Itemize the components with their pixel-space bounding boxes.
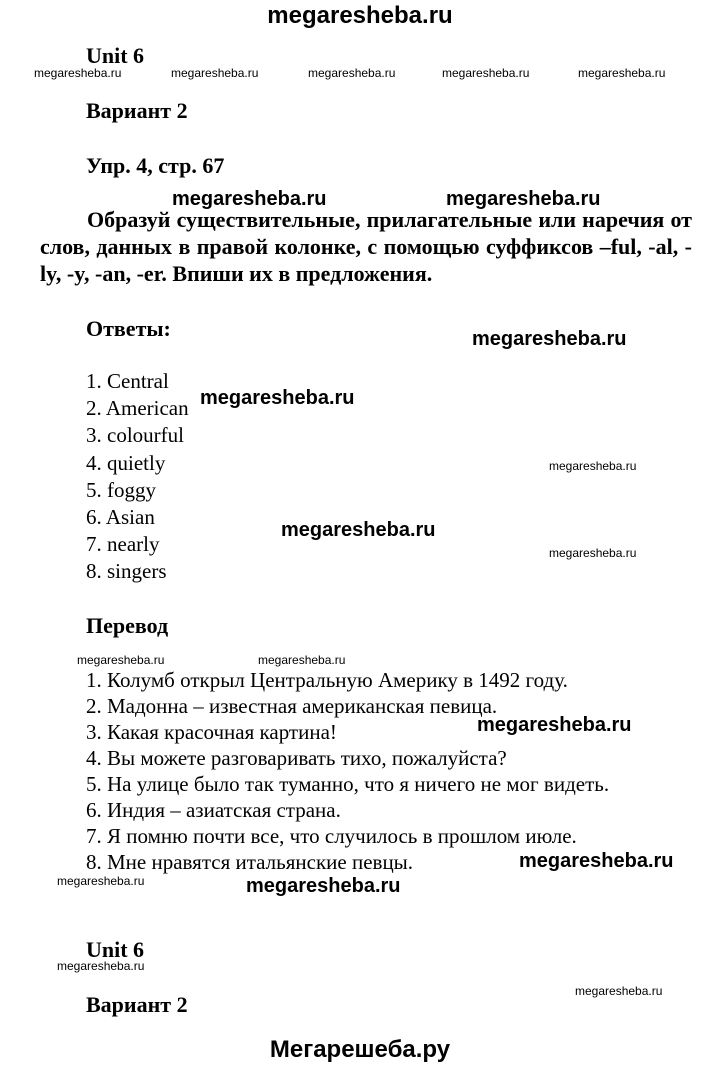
watermark-bold: megaresheba.ru [281, 519, 436, 541]
translation-list [86, 667, 609, 875]
watermark-bold: megaresheba.ru [519, 850, 674, 872]
translation-item: 1. Колумб открыл Центральную Америку в 1492 году. [86, 668, 568, 692]
watermark-bold: megaresheba.ru [446, 188, 601, 210]
translation-item: 3. Какая красочная картина! [86, 720, 337, 744]
watermark-bold: megaresheba.ru [172, 188, 327, 210]
watermark: megaresheba.ru [77, 653, 165, 667]
answer-item: 6. Asian [86, 505, 155, 530]
watermark-bold: megaresheba.ru [200, 387, 355, 409]
exercise-title: Упр. 4, стр. 67 [86, 153, 225, 178]
task-description: Образуй существительные, прилагательные или наречия от слов, данных в правой колонке, с помощью суффиксов –ful, -al, -ly, -y, -an, -er. Впиши их в предложения. [40, 207, 692, 286]
watermark: megaresheba.ru [549, 546, 637, 560]
translation-item: 5. На улице было так туманно, что я ничего не мог видеть. [86, 772, 610, 796]
variant-title: Вариант 2 [86, 98, 188, 123]
answer-item: 5. foggy [86, 477, 156, 502]
answer-item: 4. quietly [86, 450, 166, 475]
site-header: megaresheba.ru [267, 2, 453, 29]
answer-item: 7. nearly [86, 532, 160, 557]
answer-item: 8. singers [86, 559, 167, 584]
watermark: megaresheba.ru [308, 66, 396, 80]
translation-item: 4. Вы можете разговаривать тихо, пожалуйста? [86, 746, 507, 770]
translation-title: Перевод [86, 613, 169, 638]
answers-list [86, 368, 189, 586]
unit-title: Unit 6 [86, 43, 145, 68]
answer-item: 2. American [86, 396, 189, 421]
unit-title-2: Unit 6 [86, 937, 145, 962]
watermark: megaresheba.ru [258, 653, 346, 667]
translation-item: 7. Я помню почти все, что случилось в прошлом июле. [86, 824, 577, 848]
watermark: megaresheba.ru [578, 66, 666, 80]
answer-item: 3. colourful [86, 423, 184, 448]
watermark: megaresheba.ru [549, 459, 637, 473]
answers-title: Ответы: [86, 316, 171, 341]
site-footer: Мегарешеба.ру [269, 1036, 451, 1063]
translation-item: 8. Мне нравятся итальянские певцы. [86, 850, 414, 874]
watermark-bold: megaresheba.ru [472, 328, 627, 350]
watermark-bold: megaresheba.ru [246, 875, 401, 897]
answer-item: 1. Central [86, 369, 169, 393]
watermark: megaresheba.ru [171, 66, 259, 80]
translation-item: 6. Индия – азиатская страна. [86, 798, 341, 822]
watermark: megaresheba.ru [442, 66, 530, 80]
watermark: megaresheba.ru [57, 874, 145, 888]
variant-title-2: Вариант 2 [86, 992, 188, 1017]
watermark: megaresheba.ru [575, 984, 663, 998]
translation-item: 2. Мадонна – известная американская певица. [86, 694, 498, 718]
watermark-bold: megaresheba.ru [477, 714, 632, 736]
watermark: megaresheba.ru [57, 959, 145, 973]
watermark: megaresheba.ru [34, 66, 122, 80]
